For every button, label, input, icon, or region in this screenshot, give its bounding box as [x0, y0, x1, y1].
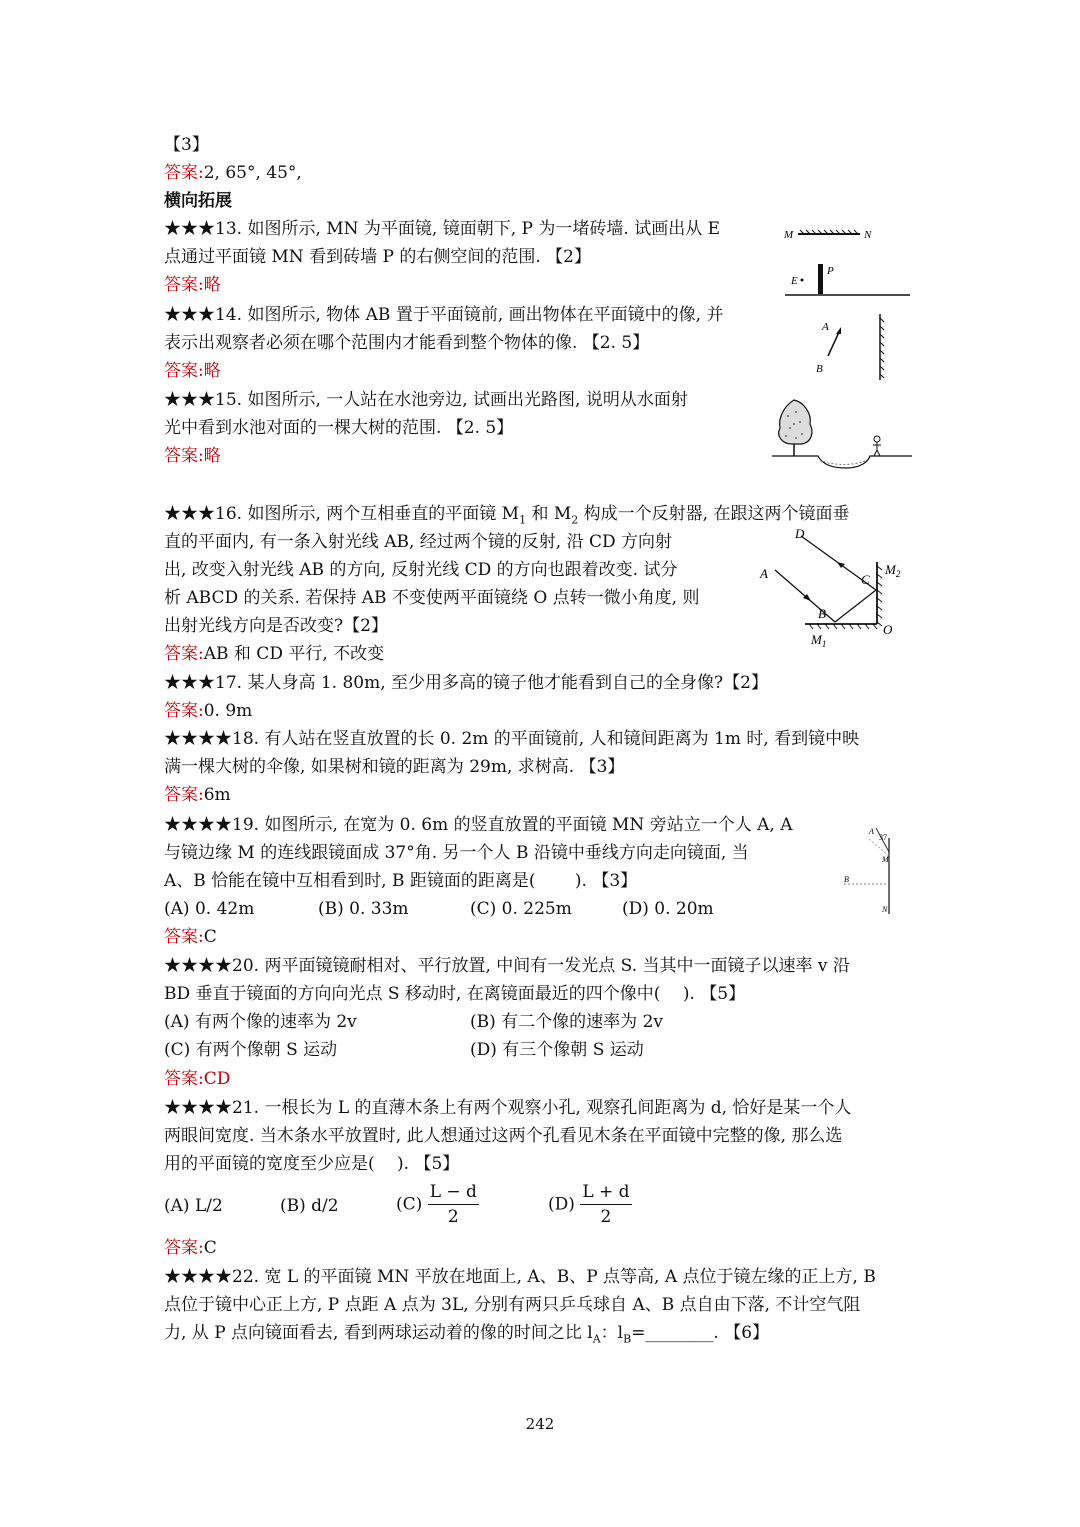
q19-option-b: (B) 0. 33m: [318, 899, 409, 919]
answer-label: 答案:: [164, 446, 204, 466]
answer-label: 答案:: [164, 1238, 204, 1258]
q20-line2: BD 垂直于镜面的方向向光点 S 移动时, 在离镜面最近的四个像中( ). 【5】: [164, 984, 746, 1004]
answer-label: 答案:: [164, 701, 204, 721]
label-n: N: [864, 229, 872, 241]
answer-value: CD: [203, 1069, 231, 1089]
q22-line2: 点位于镜中心正上方, P 点距 A 点为 3L, 分别有两只乒乓球自 A、B 点自由下落, 不计空气阻: [164, 1295, 861, 1315]
q16-line4: 析 ABCD 的关系. 若保持 AB 不变使两平面镜绕 O 点转一微小角度, 则: [164, 588, 700, 608]
label-b: B: [818, 606, 826, 621]
q19-line3: A、B 恰能在镜中互相看到时, B 距镜面的距离是( ). 【3】: [164, 871, 638, 891]
answer-label: 答案:: [164, 785, 204, 805]
q16-line5: 出射光线方向是否改变?【2】: [164, 616, 388, 636]
label-m: M: [882, 855, 889, 864]
q21-line2: 两眼间宽度. 当木条水平放置时, 此人想通过这两个孔看见木条在平面镜中完整的像, 那么选: [164, 1126, 843, 1146]
answer-value: C: [203, 1238, 217, 1258]
q18-answer: [164, 781, 231, 809]
q14-line2: 表示出观察者必须在哪个范围内才能看到整个物体的像. 【2. 5】: [164, 333, 650, 353]
q19-option-a: (A) 0. 42m: [164, 899, 255, 919]
answer-label: 答案:: [164, 275, 204, 295]
q21-answer: [164, 1234, 217, 1262]
q21-line3: 用的平面镜的宽度至少应是( ). 【5】: [164, 1154, 460, 1174]
q19-option-c: (C) 0. 225m: [470, 899, 572, 919]
answer-value: 略: [203, 446, 221, 466]
label-a: A: [822, 321, 829, 333]
fraction: $\frac{L + d}{2}$: [582, 1182, 630, 1227]
q16-answer: [164, 640, 384, 668]
q15-answer: [164, 442, 221, 470]
q20-option-c: (C) 有两个像朝 S 运动: [164, 1040, 338, 1060]
q15-line2: 光中看到水池对面的一棵大树的范围. 【2. 5】: [164, 418, 514, 438]
answer-value: AB 和 CD 平行, 不改变: [203, 644, 385, 664]
q20-option-d: (D) 有三个像朝 S 运动: [470, 1040, 644, 1060]
q18-line2: 满一棵大树的伞像, 如果树和镜的距离为 29m, 求树高. 【3】: [164, 757, 625, 777]
answer-value: 0. 9m: [203, 701, 253, 721]
q14-line1: ★★★14. 如图所示, 物体 AB 置于平面镜前, 画出物体在平面镜中的像, 并: [164, 305, 724, 325]
q19-option-d: (D) 0. 20m: [622, 899, 714, 919]
q17-line1: ★★★17. 某人身高 1. 80m, 至少用多高的镜子他才能看到自己的全身像?【2】: [164, 673, 768, 693]
q17-answer: [164, 697, 252, 725]
q21-option-d: (D) $\frac{L + d}{2}$: [548, 1182, 630, 1227]
label-m: M: [784, 229, 794, 241]
q16-line2: 直的平面内, 有一条入射光线 AB, 经过两个镜的反射, 沿 CD 方向射: [164, 532, 673, 552]
q13-line1: ★★★13. 如图所示, MN 为平面镜, 镜面朝下, P 为一堵砖墙. 试画出从 E: [164, 219, 721, 239]
q15-line1: ★★★15. 如图所示, 一人站在水池旁边, 试画出光路图, 说明从水面射: [164, 390, 688, 410]
label-p: P: [827, 265, 834, 277]
prev-answer: [164, 159, 302, 187]
answer-value: 2, 65°, 45°,: [203, 163, 302, 183]
q18-line1: ★★★★18. 有人站在竖直放置的长 0. 2m 的平面镜前, 人和镜间距离为 1m 时, 看到镜中映: [164, 729, 860, 749]
q19-answer: [164, 923, 217, 951]
answer-label: 答案:: [164, 1069, 204, 1089]
label-a: A: [760, 566, 768, 581]
q16-line1: ★★★16. 如图所示, 两个互相垂直的平面镜 $M_1$ 和 $M_2$ 构成一个反射器, 在跟这两个镜面垂: [164, 504, 850, 527]
page-number: 242: [525, 1415, 555, 1433]
label-n: N: [882, 905, 888, 914]
prev-rating: 【3】: [164, 135, 209, 155]
label-o: O: [883, 622, 893, 637]
q13-line2: 点通过平面镜 MN 看到砖墙 P 的右侧空间的范围. 【2】: [164, 247, 591, 267]
label-d: D: [795, 526, 805, 541]
q21-line1: ★★★★21. 一根长为 L 的直薄木条上有两个观察小孔, 观察孔间距离为 d, 恰好是某一个人: [164, 1098, 852, 1118]
q14-answer: [164, 357, 221, 385]
q20-answer: [164, 1065, 230, 1093]
q14-figure: [810, 310, 890, 382]
label-m2: $M_2$: [885, 562, 901, 579]
label-b: B: [844, 875, 849, 884]
q21-option-b: (B) d/2: [280, 1196, 339, 1216]
answer-value: 略: [203, 275, 221, 295]
answer-label: 答案:: [164, 927, 204, 947]
q16-line3: 出, 改变入射光线 AB 的方向, 反射光线 CD 的方向也跟着改变. 试分: [164, 560, 678, 580]
q19-line2: 与镜边缘 M 的连线跟镜面成 37°角. 另一个人 B 沿镜中垂线方向走向镜面, 当: [164, 843, 749, 863]
answer-label: 答案:: [164, 361, 204, 381]
q21-option-a: (A) L/2: [164, 1196, 223, 1216]
label-c: C: [861, 572, 870, 587]
q22-line1: ★★★★22. 宽 L 的平面镜 MN 平放在地面上, A、B、P 点等高, A 点位于镜左缘的正上方, B: [164, 1267, 876, 1287]
label-a: A: [869, 827, 874, 836]
q22-line3: 力, 从 P 点向镜面看去, 看到两球运动着的像的时间之比 $l_A$：$l_B=\_\_\_\_\_\_\_\_$. 【6】: [164, 1323, 770, 1346]
q20-option-b: (B) 有二个像的速率为 2v: [470, 1012, 663, 1032]
answer-label: 答案:: [164, 644, 204, 664]
q20-line1: ★★★★20. 两平面镜镜耐相对、平行放置, 中间有一发光点 S. 当其中一面镜子以速率 v 沿: [164, 956, 850, 976]
q15-figure: [770, 392, 915, 472]
answer-value: 6m: [203, 785, 231, 805]
q20-option-a: (A) 有两个像的速率为 2v: [164, 1012, 357, 1032]
label-angle: 37: [879, 833, 887, 842]
q13-answer: [164, 271, 221, 299]
fraction: $\frac{L - d}{2}$: [429, 1182, 477, 1227]
section-title: 横向拓展: [164, 191, 232, 211]
q19-line1: ★★★★19. 如图所示, 在宽为 0. 6m 的竖直放置的平面镜 MN 旁站立一个人 A, A: [164, 815, 793, 835]
q19-figure: [838, 822, 898, 918]
label-b: B: [816, 363, 823, 375]
label-e: E: [791, 275, 798, 287]
q16-figure: [755, 522, 915, 650]
answer-label: 答案:: [164, 163, 204, 183]
label-m1: $M_1$: [811, 632, 827, 649]
q13-figure: [780, 222, 915, 302]
q21-option-c: (C) $\frac{L - d}{2}$: [396, 1182, 477, 1227]
answer-value: C: [203, 927, 217, 947]
answer-value: 略: [203, 361, 221, 381]
